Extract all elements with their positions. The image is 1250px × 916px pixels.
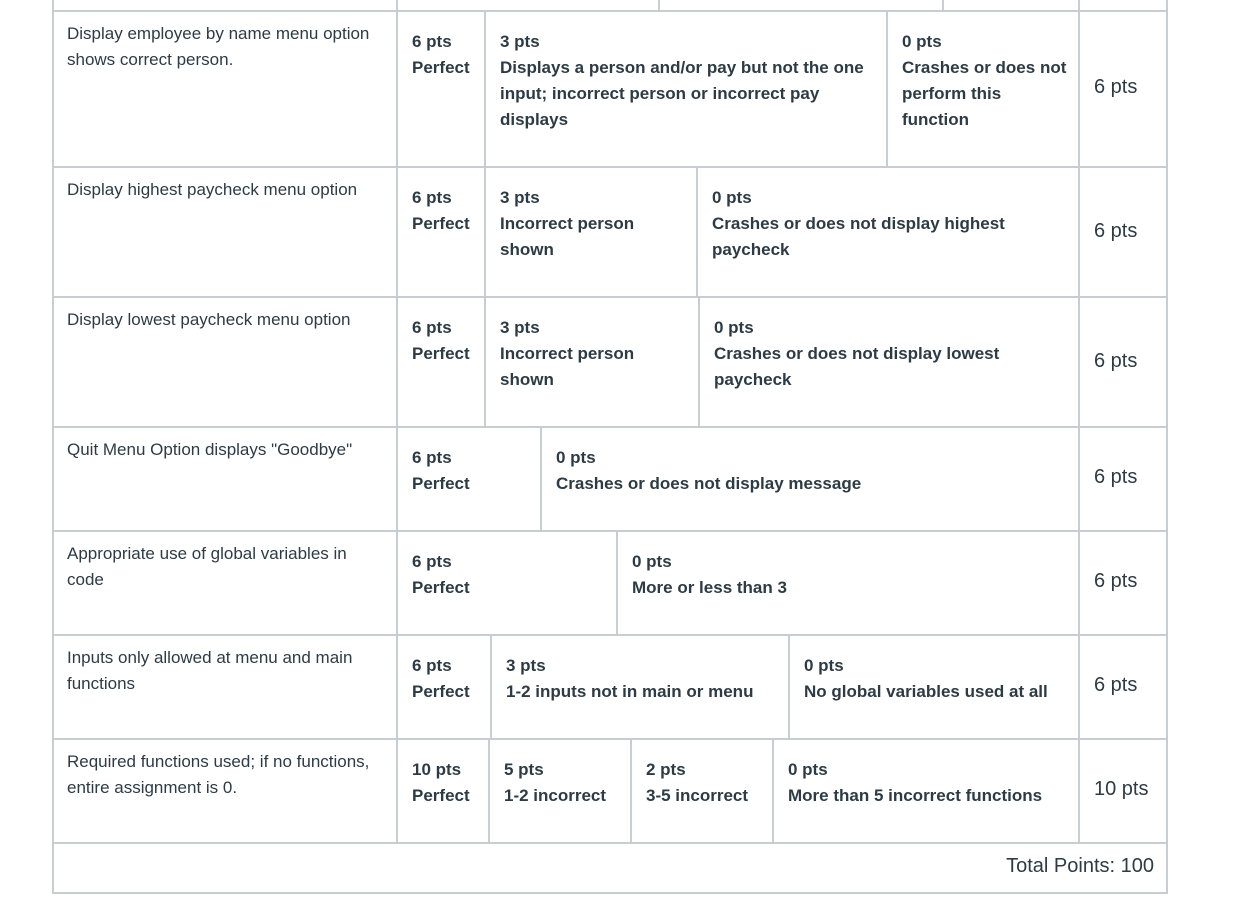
rating-divider [540,427,542,531]
rating-description: Incorrect person shown [500,214,635,259]
criterion-points: 6 pts [1094,466,1138,488]
row-divider [52,842,1168,844]
rating-points: 6 pts [412,448,452,467]
rating-cell[interactable] [714,315,1014,393]
total-points: Total Points: 100 [1006,855,1154,877]
rating-description: Crashes or does not display highest paycheck [712,214,1005,259]
rating-cell[interactable] [632,549,1052,601]
rating-points: 10 pts [412,760,462,779]
rating-cell[interactable] [412,549,602,601]
rating-cell[interactable] [412,653,482,705]
criterion-description: Display highest paycheck menu option [67,180,358,199]
rating-points: 2 pts [646,760,686,779]
rating-points: 3 pts [500,318,540,337]
rubric-border-right [1166,0,1168,894]
rating-description: Perfect [412,786,470,805]
rubric-border-left [52,0,54,894]
rating-description: More or less than 3 [632,578,787,597]
rating-description: 1-2 incorrect [504,786,607,805]
rating-divider [698,297,700,427]
rating-description: Perfect [412,474,470,493]
rating-cell[interactable] [804,653,1074,705]
rating-description: 3-5 incorrect [646,786,749,805]
rating-divider [658,0,660,11]
criterion-points: 6 pts [1094,350,1138,372]
rating-points: 0 pts [712,188,752,207]
rating-divider [484,167,486,297]
rating-cell[interactable] [712,185,1012,263]
rating-points: 0 pts [788,760,828,779]
criterion-points: 6 pts [1094,76,1138,98]
rating-divider [942,0,944,11]
rating-points: 0 pts [714,318,754,337]
rating-divider [488,739,490,843]
rating-points: 6 pts [412,656,452,675]
rating-description: More than 5 incorrect functions [788,786,1043,805]
row-divider [52,426,1168,428]
rating-divider [630,739,632,843]
rubric-border-bottom [52,892,1168,894]
rating-divider [696,167,698,297]
row-divider [52,10,1168,12]
rating-cell[interactable] [646,757,768,809]
rating-cell[interactable] [500,185,650,263]
rating-cell[interactable] [412,315,482,367]
rating-divider [484,297,486,427]
row-divider [52,634,1168,636]
rating-points: 6 pts [412,552,452,571]
rating-points: 6 pts [412,32,452,51]
row-divider [52,296,1168,298]
rating-divider [616,531,618,635]
rating-cell[interactable] [902,29,1070,133]
rating-description: 1-2 inputs not in main or menu [506,682,754,701]
row-divider [52,530,1168,532]
rating-cell[interactable] [506,653,782,705]
rating-description: No global variables used at all [804,682,1048,701]
criterion-description: Appropriate use of global variables in code [67,544,347,589]
rating-points: 0 pts [804,656,844,675]
rating-description: Perfect [412,578,470,597]
rating-points: 5 pts [504,760,544,779]
rating-description: Perfect [412,682,470,701]
row-divider [52,738,1168,740]
rating-description: Incorrect person shown [500,344,635,389]
criterion-description: Display lowest paycheck menu option [67,310,351,329]
rating-divider [772,739,774,843]
rating-points: 0 pts [902,32,942,51]
criterion-description: Quit Menu Option displays "Goodbye" [67,440,353,459]
rating-points: 0 pts [632,552,672,571]
rating-points: 3 pts [500,32,540,51]
rating-cell[interactable] [412,757,484,809]
rating-cell[interactable] [504,757,626,809]
rating-description: Perfect [412,344,470,363]
criterion-column-divider [396,0,398,843]
rating-cell[interactable] [412,29,482,81]
total-column-divider [1078,0,1080,843]
criterion-points: 6 pts [1094,570,1138,592]
rating-description: Perfect [412,214,470,233]
rating-description: Crashes or does not display lowest paycheck [714,344,1000,389]
rating-description: Crashes or does not perform this function [902,58,1067,129]
rubric-table [52,0,1168,894]
rating-points: 3 pts [500,188,540,207]
criterion-description: Inputs only allowed at menu and main functions [67,648,353,693]
rating-points: 6 pts [412,318,452,337]
rating-cell[interactable] [412,445,532,497]
criterion-description: Display employee by name menu option shows correct person. [67,24,370,69]
rating-cell[interactable] [412,185,482,237]
rating-points: 0 pts [556,448,596,467]
rating-cell[interactable] [500,315,650,393]
criterion-points: 10 pts [1094,778,1149,800]
rating-cell[interactable] [788,757,1074,809]
rating-description: Perfect [412,58,470,77]
rating-description: Displays a person and/or pay but not the one input; incorrect person or incorrect pay displays [500,58,864,129]
rating-cell[interactable] [500,29,876,133]
criterion-points: 6 pts [1094,220,1138,242]
criterion-description: Required functions used; if no functions, entire assignment is 0. [67,752,370,797]
rating-cell[interactable] [556,445,1056,497]
rating-points: 6 pts [412,188,452,207]
row-divider [52,166,1168,168]
rating-divider [490,635,492,739]
rating-divider [484,11,486,167]
rating-divider [886,11,888,167]
rating-divider [788,635,790,739]
rating-description: Crashes or does not display message [556,474,862,493]
rating-points: 3 pts [506,656,546,675]
criterion-points: 6 pts [1094,674,1138,696]
